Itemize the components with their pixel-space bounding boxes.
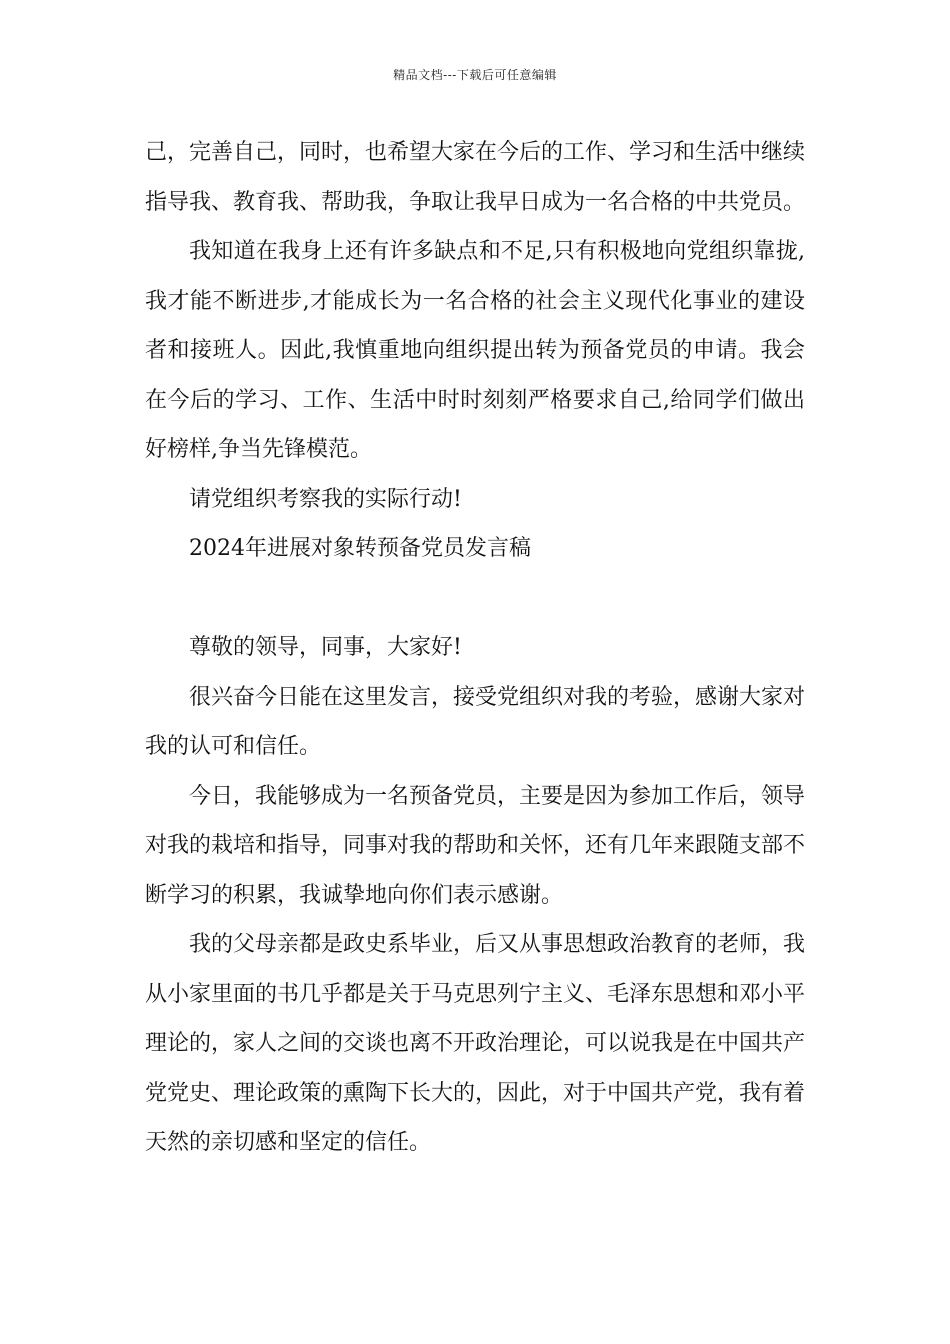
paragraph-continuation: 己，完善自己，同时，也希望大家在今后的工作、学习和生活中继续指导我、教育我、帮助我，争取让我早日成为一名合格的中共党员。 (145, 140, 806, 215)
speech-title: 2024年进展对象转预备党员发言稿 (189, 536, 531, 561)
page-header: 精品文档---下载后可任意编辑 (393, 68, 557, 82)
paragraph-shortcomings: 我知道在我身上还有许多缺点和不足,只有积极地向党组织靠拢,我才能不断进步,才能成长为一名合格的社会主义现代化事业的建设者和接班人。因此,我慎重地向组织提出转为预备党员的申请。我会在今后的学习、工作、生活中时时刻刻严格要求自己,给同学们做出好榜样,争当先锋模范。 (145, 239, 805, 462)
paragraph-thanks: 很兴奋今日能在这里发言，接受党组织对我的考验，感谢大家对我的认可和信任。 (145, 684, 806, 759)
paragraph-reasons: 今日，我能够成为一名预备党员，主要是因为参加工作后，领导对我的栽培和指导，同事对我的帮助和关怀，还有几年来跟随支部不断学习的积累，我诚挚地向你们表示感谢。 (145, 783, 806, 908)
blank-line (145, 574, 805, 624)
salutation: 尊敬的领导，同事，大家好! (189, 635, 462, 660)
document-body (145, 128, 805, 1168)
paragraph-request: 请党组织考察我的实际行动! (189, 486, 462, 512)
paragraph-family: 我的父母亲都是政史系毕业，后又从事思想政治教育的老师，我从小家里面的书几乎都是关于马克思列宁主义、毛泽东思想和邓小平理论的，家人之间的交谈也离不开政治理论，可以说我是在中国共产党党史、理论政策的熏陶下长大的，因此，对于中国共产党，我有着天然的亲切感和坚定的信任。 (145, 932, 806, 1155)
